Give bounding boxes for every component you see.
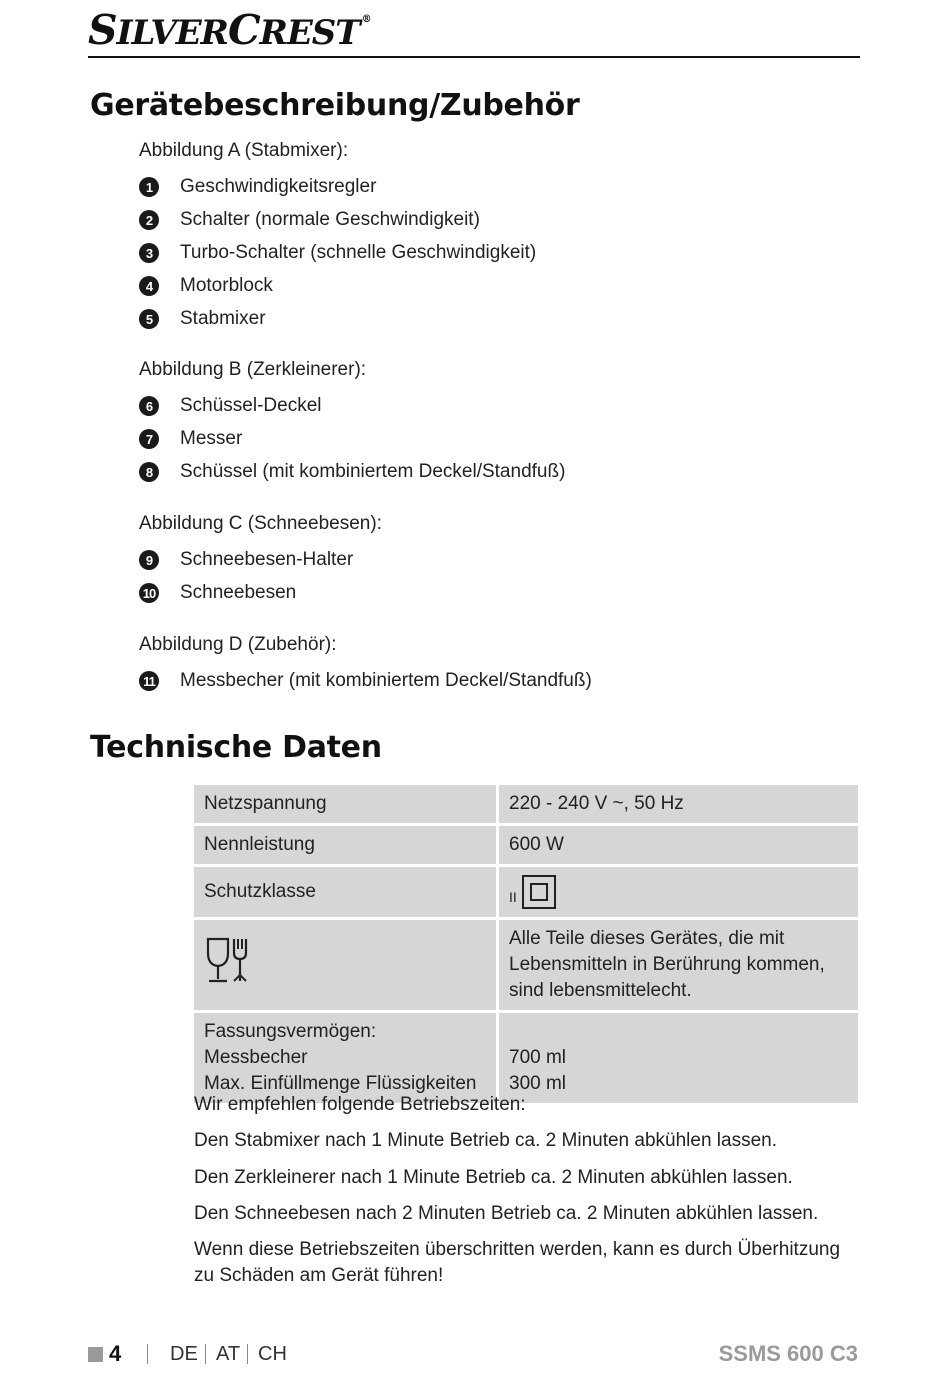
section-title-technical-data: Technische Daten bbox=[90, 730, 382, 765]
table-row bbox=[194, 920, 858, 1013]
double-square-icon bbox=[521, 874, 557, 910]
section-title-description: Gerätebeschreibung/Zubehör bbox=[90, 88, 580, 123]
list-item bbox=[139, 176, 376, 198]
footer-divider bbox=[205, 1344, 206, 1364]
number-badge: 10 bbox=[139, 583, 159, 603]
list-item bbox=[139, 549, 353, 571]
list-item bbox=[139, 209, 480, 231]
number-badge: 9 bbox=[139, 550, 159, 570]
table-cell: 220 - 240 V ~, 50 Hz bbox=[499, 785, 858, 826]
number-badge: 8 bbox=[139, 462, 159, 482]
max-fill-value: 300 ml bbox=[509, 1073, 567, 1094]
technical-data-table bbox=[194, 785, 858, 1106]
item-label: Schalter (normale Geschwindigkeit) bbox=[180, 209, 480, 230]
table-cell: 600 W bbox=[499, 826, 858, 867]
number-badge: 1 bbox=[139, 177, 159, 197]
number-badge: 3 bbox=[139, 243, 159, 263]
food-safe-text-line: sind lebensmittelecht. bbox=[509, 980, 692, 1001]
footer-lang-at: AT bbox=[216, 1343, 241, 1365]
group-heading-a: Abbildung A (Stabmixer): bbox=[139, 140, 349, 161]
paragraph: Den Zerkleinerer nach 1 Minute Betrieb ca. 2 Minuten abkühlen lassen. bbox=[194, 1167, 793, 1188]
footer-lang-ch: CH bbox=[258, 1343, 287, 1365]
item-label: Schüssel (mit kombiniertem Deckel/Standfuß) bbox=[180, 461, 566, 482]
table-cell bbox=[499, 867, 858, 920]
page-number: 4 bbox=[109, 1341, 122, 1366]
number-badge: 6 bbox=[139, 396, 159, 416]
paragraph: Den Schneebesen nach 2 Minuten Betrieb ca. 2 Minuten abkühlen lassen. bbox=[194, 1203, 819, 1224]
table-cell bbox=[194, 920, 499, 1013]
measuring-cup-label: Messbecher bbox=[204, 1047, 308, 1068]
number-badge: 5 bbox=[139, 309, 159, 329]
item-label: Messbecher (mit kombiniertem Deckel/Standfuß) bbox=[180, 670, 592, 691]
list-item bbox=[139, 582, 296, 604]
table-cell: Netzspannung bbox=[194, 785, 499, 826]
protection-class-icon bbox=[509, 874, 557, 910]
paragraph: Wenn diese Betriebszeiten überschritten werden, kann es durch Überhitzung zu Schäden am Gerät führen! bbox=[194, 1239, 841, 1286]
list-item bbox=[139, 308, 266, 330]
table-row bbox=[194, 867, 858, 920]
item-label: Schneebesen bbox=[180, 582, 297, 603]
max-fill-label: Max. Einfüllmenge Flüssigkeiten bbox=[204, 1073, 477, 1094]
spacer bbox=[509, 1019, 848, 1045]
item-label: Stabmixer bbox=[180, 308, 266, 329]
number-badge: 4 bbox=[139, 276, 159, 296]
capacity-label: Fassungsvermögen: bbox=[204, 1021, 377, 1042]
table-cell: Schutzklasse bbox=[194, 867, 499, 920]
item-label: Schüssel-Deckel bbox=[180, 395, 322, 416]
paragraph: Den Stabmixer nach 1 Minute Betrieb ca. 2 Minuten abkühlen lassen. bbox=[194, 1130, 777, 1151]
list-item bbox=[139, 395, 322, 417]
list-item bbox=[139, 670, 592, 692]
group-heading-c: Abbildung C (Schneebesen): bbox=[139, 513, 382, 534]
list-item bbox=[139, 275, 273, 297]
item-label: Messer bbox=[180, 428, 243, 449]
page-marker-square bbox=[88, 1347, 103, 1362]
item-label: Motorblock bbox=[180, 275, 273, 296]
list-item bbox=[139, 242, 536, 264]
protection-class-label: II bbox=[509, 889, 517, 905]
table-row bbox=[194, 826, 858, 867]
group-heading-b: Abbildung B (Zerkleinerer): bbox=[139, 359, 367, 380]
measuring-cup-value: 700 ml bbox=[509, 1047, 567, 1068]
table-row bbox=[194, 785, 858, 826]
footer-divider bbox=[147, 1344, 148, 1364]
footer-lang-de: DE bbox=[170, 1343, 198, 1365]
item-label: Schneebesen-Halter bbox=[180, 549, 354, 570]
item-label: Turbo-Schalter (schnelle Geschwindigkeit) bbox=[180, 242, 537, 263]
paragraph: Wir empfehlen folgende Betriebszeiten: bbox=[194, 1094, 526, 1115]
food-safe-icon bbox=[204, 935, 254, 987]
item-label: Geschwindigkeitsregler bbox=[180, 176, 377, 197]
food-safe-text-line: Lebensmitteln in Berührung kommen, bbox=[509, 954, 825, 975]
model-number: SSMS 600 C3 bbox=[718, 1341, 858, 1366]
footer-divider bbox=[247, 1344, 248, 1364]
number-badge: 2 bbox=[139, 210, 159, 230]
food-safe-text-line: Alle Teile dieses Gerätes, die mit bbox=[509, 928, 785, 949]
number-badge: 11 bbox=[139, 671, 159, 691]
table-cell bbox=[499, 920, 858, 1013]
number-badge: 7 bbox=[139, 429, 159, 449]
list-item bbox=[139, 428, 242, 450]
group-heading-d: Abbildung D (Zubehör): bbox=[139, 634, 337, 655]
list-item bbox=[139, 461, 565, 483]
header-rule bbox=[88, 56, 860, 58]
brand-logo: SILVERCREST ® bbox=[88, 6, 371, 54]
table-cell: Nennleistung bbox=[194, 826, 499, 867]
